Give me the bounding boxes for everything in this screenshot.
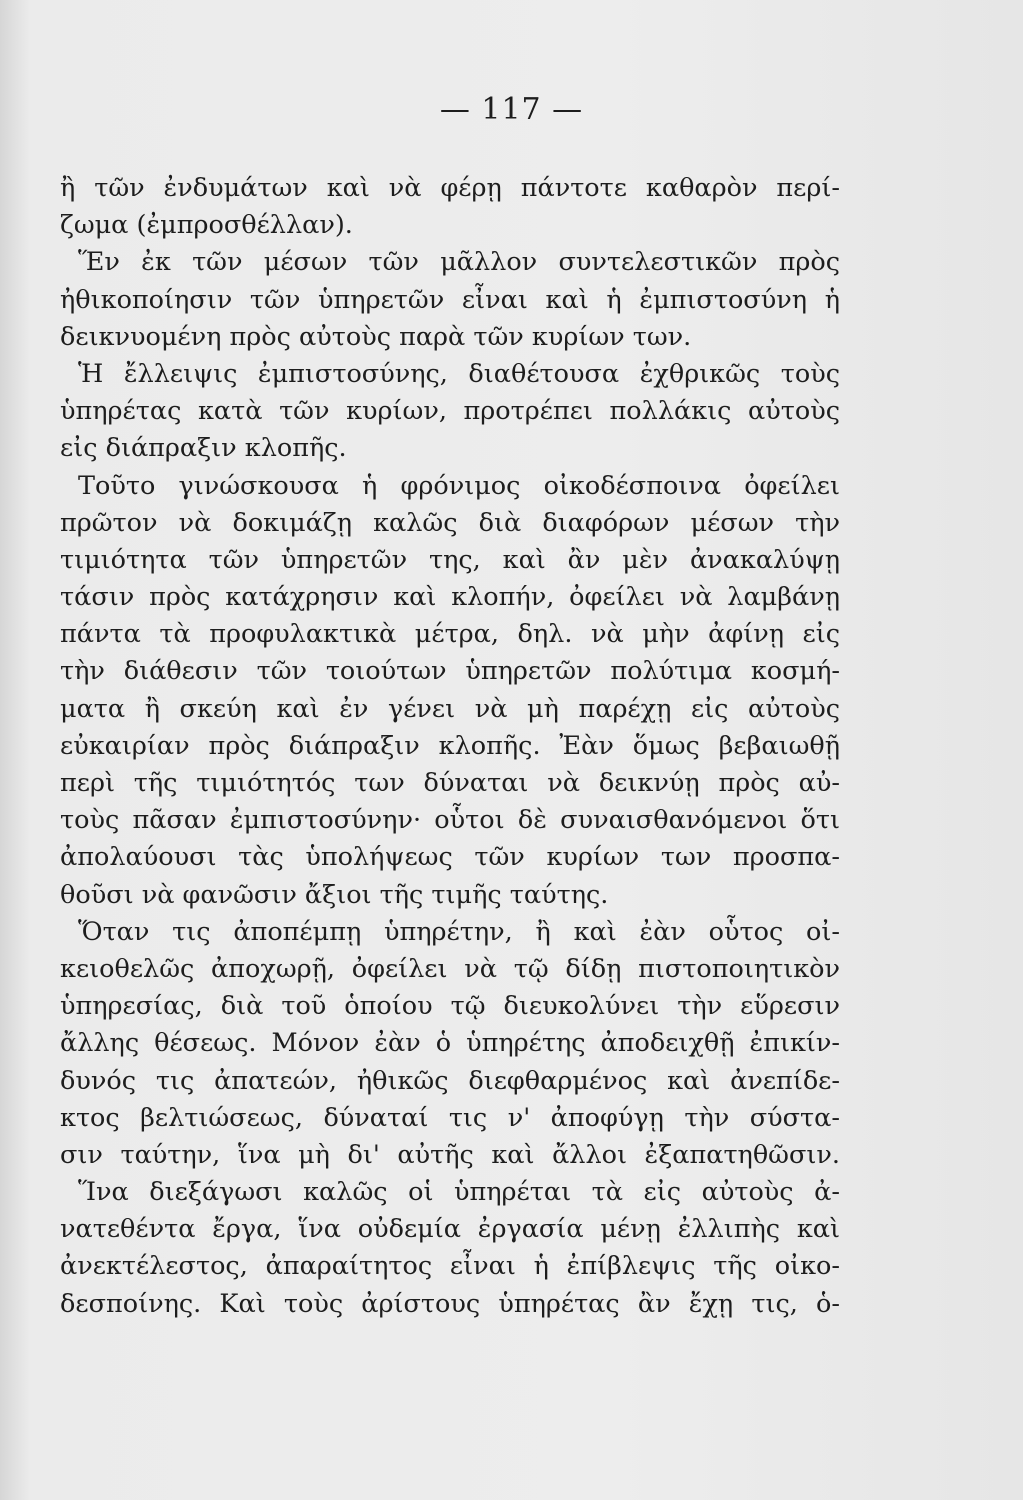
- text-line: νατεθέντα ἔργα, ἵνα οὐδεμία ἐργασία μένῃ ἐλλιπὴς καὶ: [60, 1214, 840, 1245]
- text-line: Ἕν ἐκ τῶν μέσων τῶν μᾶλλον συντελεστικῶν πρὸς: [78, 247, 840, 278]
- text-line: ματα ἢ σκεύη καὶ ἐν γένει νὰ μὴ παρέχῃ εἰς αὐτοὺς: [60, 693, 840, 724]
- text-line: Ὅταν τις ἀποπέμπῃ ὑπηρέτην, ἢ καὶ ἐὰν οὗτος οἰ-: [78, 916, 840, 947]
- text-line: Ἡ ἔλλειψις ἐμπιστοσύνης, διαθέτουσα ἐχθρικῶς τοὺς: [78, 358, 840, 389]
- text-line: θοῦσι νὰ φανῶσιν ἄξιοι τῆς τιμῆς ταύτης.: [60, 879, 609, 910]
- text-line: τάσιν πρὸς κατάχρησιν καὶ κλοπήν, ὀφείλει νὰ λαμβάνῃ: [60, 582, 840, 613]
- body-text: [60, 170, 840, 1323]
- text-line: εὐκαιρίαν πρὸς διάπραξιν κλοπῆς. Ἐὰν ὅμως βεβαιωθῇ: [60, 730, 840, 761]
- text-line: σιν ταύτην, ἵνα μὴ δι' αὐτῆς καὶ ἄλλοι ἐξαπατηθῶσιν.: [60, 1139, 840, 1170]
- text-line: δεικνυομένη πρὸς αὐτοὺς παρὰ τῶν κυρίων των.: [60, 321, 692, 352]
- page-number-header: — 117 —: [439, 92, 584, 127]
- text-line: τοὺς πᾶσαν ἐμπιστοσύνην· οὗτοι δὲ συναισθανόμενοι ὅτι: [60, 805, 840, 836]
- text-line: Τοῦτο γινώσκουσα ἡ φρόνιμος οἰκοδέσποινα ὀφείλει: [78, 470, 840, 501]
- text-line: τὴν διάθεσιν τῶν τοιούτων ὑπηρετῶν πολύτιμα κοσμή-: [60, 656, 840, 687]
- text-line: ἠθικοποίησιν τῶν ὑπηρετῶν εἶναι καὶ ἡ ἐμπιστοσύνη ἡ: [60, 284, 840, 315]
- text-line: πάντα τὰ προφυλακτικὰ μέτρα, δηλ. νὰ μὴν ἀφίνῃ εἰς: [60, 619, 840, 650]
- text-line: ἄλλης θέσεως. Μόνον ἐὰν ὁ ὑπηρέτης ἀποδειχθῇ ἐπικίν-: [60, 1028, 840, 1059]
- text-line: πρῶτον νὰ δοκιμάζῃ καλῶς διὰ διαφόρων μέσων τὴν: [60, 507, 840, 538]
- text-line: ζωμα (ἐμπροσθέλλαν).: [60, 210, 353, 241]
- text-line: δυνός τις ἀπατεών, ἠθικῶς διεφθαρμένος καὶ ἀνεπίδε-: [60, 1065, 840, 1096]
- text-line: κτος βελτιώσεως, δύναταί τις ν' ἀποφύγῃ τὴν σύστα-: [60, 1102, 840, 1133]
- text-line: Ἵνα διεξάγωσι καλῶς οἱ ὑπηρέται τὰ εἰς αὐτοὺς ἀ-: [78, 1177, 840, 1208]
- text-line: ἀνεκτέλεστος, ἀπαραίτητος εἶναι ἡ ἐπίβλεψις τῆς οἰκο-: [60, 1251, 840, 1282]
- text-line: περὶ τῆς τιμιότητός των δύναται νὰ δεικνύῃ πρὸς αὐ-: [60, 768, 840, 798]
- text-line: ὑπηρέτας κατὰ τῶν κυρίων, προτρέπει πολλάκις αὐτοὺς: [60, 396, 840, 427]
- text-line: ὑπηρεσίας, διὰ τοῦ ὁποίου τῷ διευκολύνει τὴν εὕρεσιν: [60, 991, 840, 1022]
- text-line: κειοθελῶς ἀποχωρῇ, ὀφείλει νὰ τῷ δίδῃ πιστοποιητικὸν: [60, 953, 840, 984]
- text-line: εἰς διάπραξιν κλοπῆς.: [60, 433, 347, 464]
- text-line: ἢ τῶν ἐνδυμάτων καὶ νὰ φέρῃ πάντοτε καθαρὸν περί-: [60, 173, 840, 203]
- text-line: ἀπολαύουσι τὰς ὑπολήψεως τῶν κυρίων των προσπα-: [60, 842, 840, 873]
- text-line: δεσποίνης. Καὶ τοὺς ἀρίστους ὑπηρέτας ἂν ἔχῃ τις, ὁ-: [60, 1288, 840, 1319]
- text-line: τιμιότητα τῶν ὑπηρετῶν της, καὶ ἂν μὲν ἀνακαλύψῃ: [60, 544, 840, 575]
